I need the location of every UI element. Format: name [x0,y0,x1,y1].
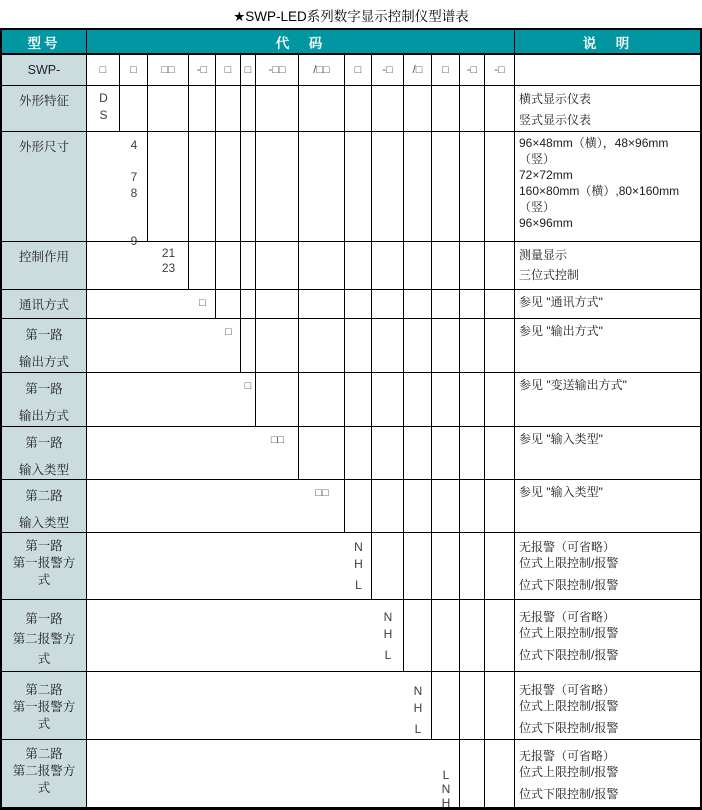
grid-empty-cell [299,319,345,373]
label-line: 第一报警方 [12,556,76,570]
code-value: N [383,610,393,624]
grid-empty-cell [432,427,460,480]
code-value: □ [244,380,252,392]
grid-empty-cell [256,290,299,319]
grid-empty-cell [256,132,299,242]
code-value: 4 [130,138,138,152]
grid-empty-cell [345,480,372,533]
grid-empty-cell [404,319,432,373]
grid-empty-cell [372,373,404,427]
code-placeholder-cell: □ [345,55,372,86]
header-desc: 说 明 [515,30,700,55]
grid-empty-cell [485,740,515,807]
grid-empty-cell [460,480,485,533]
label-line: 式 [37,652,51,666]
desc-line: 参见 "输出方式" [519,324,603,338]
desc-line: 96×48mm（横），48×96mm [519,136,669,150]
grid-empty-cell [299,132,345,242]
code-value: H [441,796,451,810]
grid-empty-cell [404,242,432,290]
row-alarm2-1-mode-label [2,672,87,740]
row-alarm1-2-mode-codes [87,600,404,672]
desc-line: （竖） [519,152,556,166]
row-alarm1-1-mode-label [2,533,87,600]
desc-line: 位式上限控制/报警 [519,699,619,713]
grid-empty-cell [189,86,216,132]
grid-empty-cell [241,132,256,242]
grid-empty-cell [189,132,216,242]
row-form-feature-label: 外形特征 [2,86,87,132]
grid-empty-cell [372,132,404,242]
code-value: H [354,557,363,571]
grid-empty-cell [460,242,485,290]
desc-line: 参见 "变送输出方式" [519,378,627,392]
grid-empty-cell [485,86,515,132]
row-alarm2-2-mode-codes [87,740,460,810]
code-value: □□ [270,434,285,446]
grid-empty-cell [460,672,485,740]
code-value: N [413,684,423,698]
grid-empty-cell [404,86,432,132]
row-alarm2-2-mode-desc [515,740,700,807]
row-control-action-desc [515,242,700,290]
desc-line: 位式上限控制/报警 [519,556,619,570]
desc-line: （竖） [519,200,556,214]
grid-empty-cell [299,373,345,427]
grid-empty-cell [485,533,515,600]
grid-empty-cell [372,86,404,132]
row-input1-type-codes [87,427,299,480]
grid-empty-cell [432,533,460,600]
desc-line: 测量显示 [519,248,568,262]
code-value: 7 [130,170,138,184]
grid-empty-cell [120,86,148,132]
code-value: □ [225,326,232,338]
grid-empty-cell [485,600,515,672]
desc-line: 三位式控制 [519,268,580,282]
code-value: □ [199,297,206,309]
desc-line: 72×72mm [519,168,573,182]
grid-empty-cell [345,319,372,373]
grid-empty-cell [299,86,345,132]
label-line: 第一路 [25,328,63,342]
grid-empty-cell [148,86,189,132]
grid-empty-cell [460,373,485,427]
grid-empty-cell [432,132,460,242]
grid-empty-cell [241,242,256,290]
grid-empty-cell [148,132,189,242]
label-line: 输入类型 [18,463,69,477]
desc-line: 横式显示仪表 [519,92,592,106]
row-alarm1-2-mode-desc [515,600,700,672]
code-placeholder-cell: -□□ [256,55,299,86]
grid-empty-cell [460,533,485,600]
grid-empty-cell [404,533,432,600]
grid-empty-cell [372,533,404,600]
label-line: 输出方式 [18,409,69,423]
row-input2-type-label [2,480,87,533]
grid-empty-cell [460,86,485,132]
row-output1-retrans-mode-desc [515,373,700,427]
code-placeholder-cell: □ [120,55,148,86]
header-model: 型号 [2,30,87,55]
row-form-feature-desc [515,86,700,132]
desc-line: 位式上限控制/报警 [519,765,619,779]
desc-line: 160×80mm（横）,80×160mm [519,184,680,198]
desc-line: 无报警（可省略） [519,683,616,697]
grid-empty-cell [460,600,485,672]
grid-empty-cell [241,86,256,132]
code-value: S [99,108,108,122]
grid-empty-cell [485,319,515,373]
code-value: 8 [130,186,138,200]
label-line: 第一路 [25,382,63,396]
grid-empty-cell [404,427,432,480]
label-line: 第一路 [25,436,63,450]
grid-empty-cell [485,373,515,427]
grid-empty-cell [460,740,485,807]
model-spectrum-table [0,28,702,810]
grid-empty-cell [485,290,515,319]
row-control-action-label: 控制作用 [2,242,87,290]
code-placeholder-cell: -□ [372,55,404,86]
grid-empty-cell [372,480,404,533]
grid-empty-cell [372,319,404,373]
grid-empty-cell [345,86,372,132]
code-placeholder-cell: □ [241,55,256,86]
grid-empty-cell [515,55,700,86]
grid-empty-cell [216,132,241,242]
code-value: 23 [161,261,176,275]
row-comm-mode-label: 通讯方式 [2,290,87,319]
grid-empty-cell [485,132,515,242]
grid-empty-cell [432,242,460,290]
code-value [121,153,147,169]
row-output1-mode-label [2,319,87,373]
code-value: H [383,627,393,641]
code-placeholder-cell: □ [216,55,241,86]
label-line: 式 [37,573,51,587]
grid-empty-cell [299,242,345,290]
grid-empty-cell [432,86,460,132]
grid-empty-cell [241,319,256,373]
code-placeholder-cell: /□ [404,55,432,86]
row-alarm2-2-mode-label [2,740,87,807]
row-output1-mode-codes [87,319,241,373]
grid-empty-cell [345,132,372,242]
label-line: 第二路 [25,747,63,761]
grid-empty-cell [460,132,485,242]
grid-empty-cell [241,290,256,319]
row-alarm1-2-mode-label [2,600,87,672]
grid-empty-cell [404,132,432,242]
desc-line: 位式下限控制/报警 [519,648,619,662]
code-value: L [355,578,362,592]
code-value: L [414,722,422,736]
row-form-size-desc [515,132,700,242]
desc-line: 无报警（可省略） [519,749,616,763]
grid-empty-cell [372,427,404,480]
code-value: N [441,782,451,796]
label-line: 输入类型 [18,516,69,530]
label-line: 第二报警方 [12,632,76,646]
grid-empty-cell [299,290,345,319]
code-value: □□ [315,487,329,499]
grid-empty-cell [432,290,460,319]
desc-line: 位式下限控制/报警 [519,578,619,592]
model-prefix-cell: SWP- [2,55,87,86]
code-value: L [442,768,450,782]
code-placeholder-cell: □□ [148,55,189,86]
grid-empty-cell [216,290,241,319]
desc-line: 竖式显示仪表 [519,113,592,127]
desc-line: 96×96mm [519,216,573,230]
header-code: 代 码 [87,30,515,55]
code-value: D [99,91,108,105]
row-comm-mode-codes [87,290,216,319]
row-form-feature-codes [87,86,120,132]
grid-empty-cell [432,319,460,373]
row-output1-retrans-mode-codes [87,373,256,427]
desc-line: 位式上限控制/报警 [519,626,619,640]
grid-empty-cell [432,480,460,533]
grid-empty-cell [256,86,299,132]
grid-empty-cell [345,427,372,480]
grid-empty-cell [460,290,485,319]
row-alarm1-1-mode-desc [515,533,700,600]
grid-empty-cell [404,480,432,533]
grid-empty-cell [404,290,432,319]
grid-empty-cell [432,373,460,427]
label-line: 第二报警方 [12,764,76,778]
grid-empty-cell [345,373,372,427]
grid-empty-cell [299,427,345,480]
grid-empty-cell [404,600,432,672]
row-input2-type-desc [515,480,700,533]
code-placeholder-cell: □ [87,55,120,86]
row-alarm2-1-mode-codes [87,672,432,740]
row-input1-type-desc [515,427,700,480]
desc-line: 参见 "输入类型" [519,432,603,446]
code-value: L [384,648,392,662]
grid-empty-cell [432,672,460,740]
row-control-action-codes [87,242,189,290]
label-line: 第二路 [25,489,63,503]
code-value: H [413,701,423,715]
grid-empty-cell [485,427,515,480]
desc-line: 参见 "输入类型" [519,485,603,499]
code-placeholder-cell: -□ [485,55,515,86]
code-placeholder-cell: -□ [189,55,216,86]
code-value [121,201,147,217]
row-form-size-codes [87,132,148,248]
desc-line: 位式下限控制/报警 [519,721,619,735]
code-placeholder-cell: /□□ [299,55,345,86]
row-alarm1-1-mode-codes [87,533,372,600]
label-line: 式 [37,717,51,731]
grid-empty-cell [256,373,299,427]
label-line: 第一路 [25,539,63,553]
code-value [121,217,147,233]
grid-empty-cell [372,242,404,290]
grid-empty-cell [345,290,372,319]
label-line: 式 [37,781,51,795]
page-title: ★SWP-LED系列数字显示控制仪型谱表 [233,9,469,24]
grid-empty-cell [256,242,299,290]
row-output1-retrans-mode-label [2,373,87,427]
grid-empty-cell [460,427,485,480]
grid-empty-cell [189,242,216,290]
grid-empty-cell [345,242,372,290]
row-input2-type-codes [87,480,345,533]
row-output1-mode-desc [515,319,700,373]
code-placeholder-cell: □ [432,55,460,86]
label-line: 第一报警方 [12,700,76,714]
desc-line: 无报警（可省略） [519,540,616,554]
code-value: 21 [161,246,176,260]
label-line: 第一路 [25,612,63,626]
grid-empty-cell [256,319,299,373]
desc-line: 位式下限控制/报警 [519,787,619,801]
grid-empty-cell [460,319,485,373]
desc-line: 无报警（可省略） [519,610,616,624]
grid-empty-cell [432,600,460,672]
grid-empty-cell [485,242,515,290]
code-value: 9 [130,234,138,248]
code-value: N [354,540,363,554]
grid-empty-cell [216,86,241,132]
row-alarm2-1-mode-desc [515,672,700,740]
code-placeholder-cell: -□ [460,55,485,86]
label-line: 第二路 [25,683,63,697]
grid-empty-cell [485,480,515,533]
grid-empty-cell [372,290,404,319]
row-comm-mode-desc [515,290,700,319]
row-form-size-label: 外形尺寸 [2,132,87,242]
row-input1-type-label [2,427,87,480]
grid-empty-cell [485,672,515,740]
grid-empty-cell [404,373,432,427]
grid-empty-cell [216,242,241,290]
desc-line: 参见 "通讯方式" [519,295,603,309]
label-line: 输出方式 [18,355,69,369]
